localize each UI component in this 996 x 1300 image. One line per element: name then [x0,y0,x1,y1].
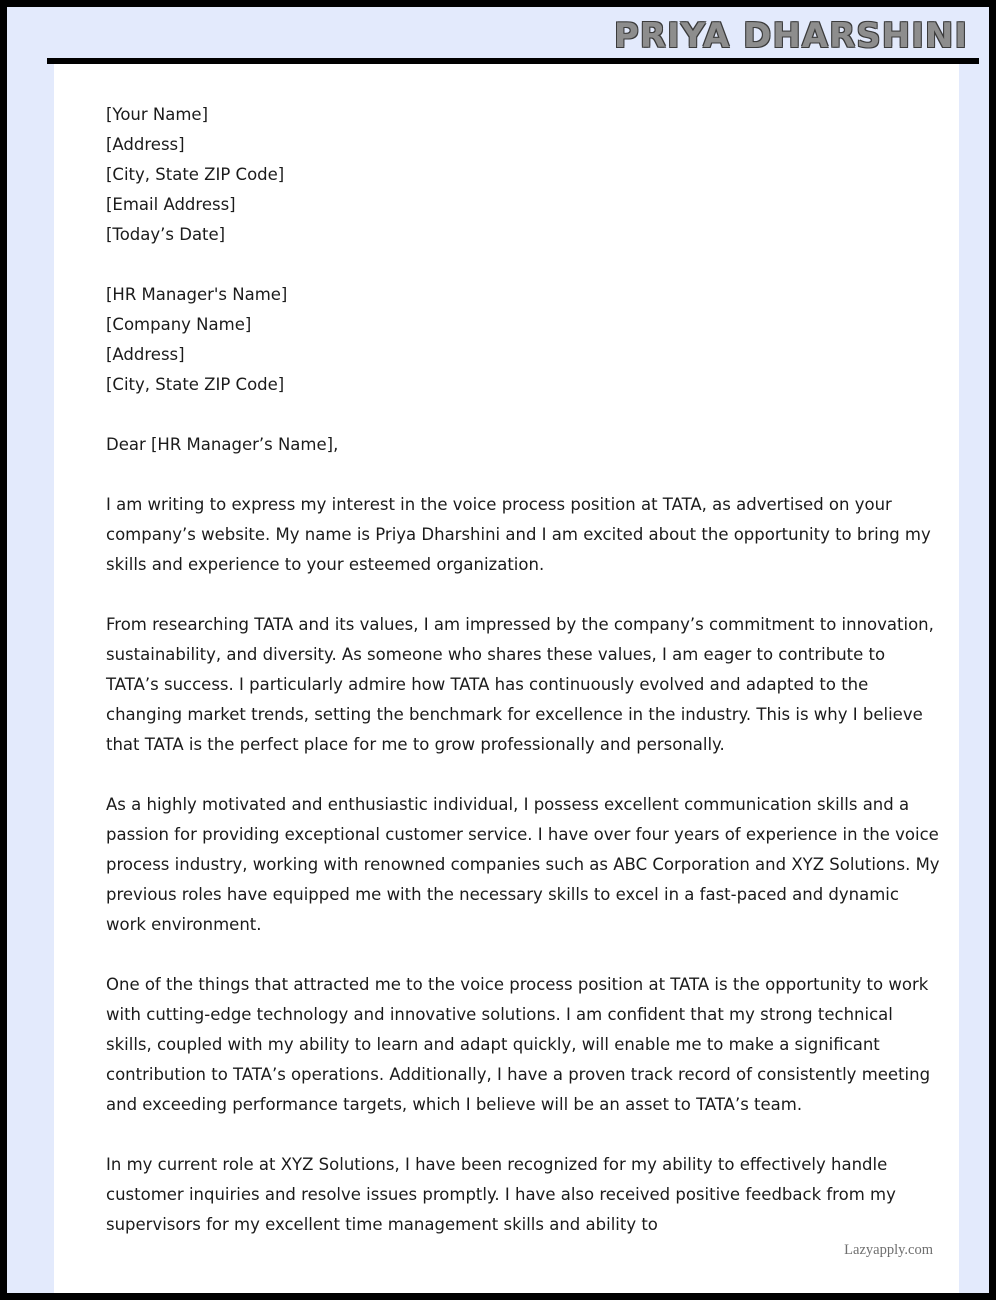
letter-paragraph: In my current role at XYZ Solutions, I have been recognized for my ability to effectively handle customer inquiries and resolve issues promptly. I have also received positive feedback from my supervisors for my excellent time management skills and ability to [106,1155,896,1234]
sender-line: [City, State ZIP Code] [106,165,285,184]
page-title: PRIYA DHARSHINI [613,16,968,56]
salutation-line: Dear [HR Manager’s Name], [106,435,339,454]
sender-line: [Your Name] [106,105,209,124]
watermark-label: Lazyapply.com [844,1242,933,1258]
recipient-line: [Address] [106,345,185,364]
sender-line: [Address] [106,135,185,154]
recipient-address-block [106,280,943,400]
letter-paragraph: One of the things that attracted me to the voice process position at TATA is the opportunity to work with cutting-edge technology and innovative solutions. I am confident that my strong technical skills, coupled with my ability to learn and adapt quickly, will enable me to make a significant contribution to TATA’s operations. Additionally, I have a proven track record of consistently meeting and exceeding performance targets, which I believe will be an asset to TATA’s team. [106,975,931,1114]
letter-paragraph: I am writing to express my interest in the voice process position at TATA, as advertised on your company’s website. My name is Priya Dharshini and I am excited about the opportunity to bring my skills and experience to your esteemed organization. [106,495,931,574]
recipient-line: [City, State ZIP Code] [106,375,285,394]
recipient-line: [Company Name] [106,315,252,334]
sender-address-block [106,100,943,250]
sender-line: [Email Address] [106,195,236,214]
sender-line: [Today’s Date] [106,225,226,244]
cover-letter-body [106,100,943,1270]
letter-paragraph: From researching TATA and its values, I am impressed by the company’s commitment to innovation, sustainability, and diversity. As someone who shares these values, I am eager to contribute to TATA’s success. I particularly admire how TATA has continuously evolved and adapted to the changing market trends, setting the benchmark for excellence in the industry. This is why I believe that TATA is the perfect place for me to grow professionally and personally. [106,615,934,754]
letter-sheet [54,64,959,1293]
salutation [106,430,943,460]
letter-paragraph: As a highly motivated and enthusiastic individual, I possess excellent communication skills and a passion for providing exceptional customer service. I have over four years of experience in the voice process industry, working with renowned companies such as ABC Corporation and XYZ Solutions. My previous roles have equipped me with the necessary skills to excel in a fast-paced and dynamic work environment. [106,795,940,934]
recipient-line: [HR Manager's Name] [106,285,288,304]
document-header [14,14,982,58]
